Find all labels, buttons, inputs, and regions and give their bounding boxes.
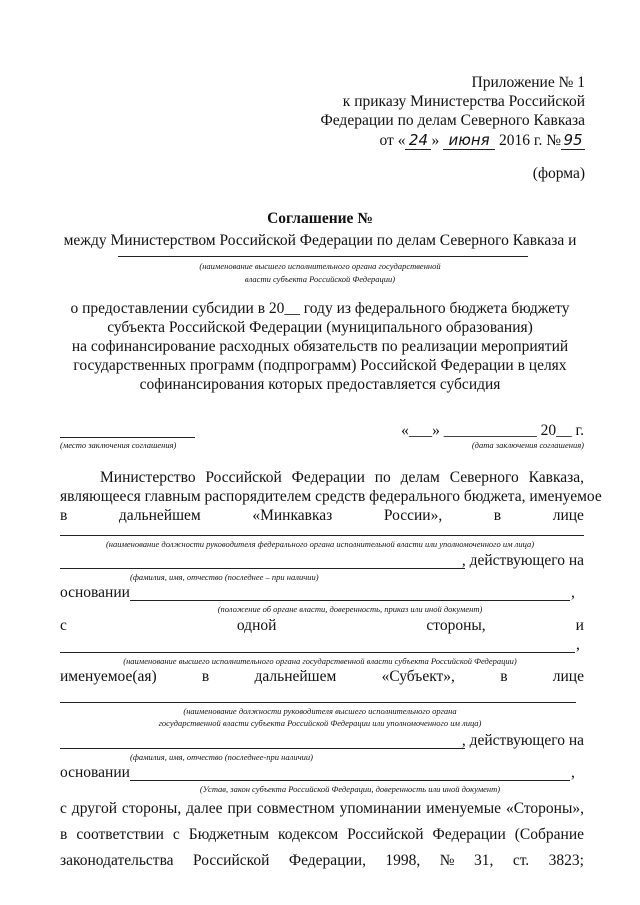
- word: 1998,: [385, 852, 421, 869]
- place-underline: [60, 437, 195, 438]
- word: ст.: [512, 852, 530, 869]
- word: 3823;: [548, 852, 584, 869]
- word: в: [493, 507, 502, 524]
- date-caption: (дата заключения соглашения): [471, 440, 584, 450]
- caption-head: (наименование должности руководителя федерального органа исполнительной власти или уполномоченного им лица): [105, 539, 535, 549]
- word: дальнейшем: [254, 668, 337, 685]
- appendix-line-2: к приказу Министерства Российской: [342, 93, 585, 110]
- last-line-1: с другой стороны, далее при совместном упоминании именуемые «Стороны»,: [60, 800, 584, 817]
- word: стороны,: [426, 617, 486, 634]
- basis2-comma: ,: [571, 764, 575, 781]
- word: в: [500, 668, 508, 685]
- date-mid: »: [431, 132, 440, 149]
- fio1-underline: [60, 568, 465, 569]
- between-line: между Министерством Российской Федерации по делам Северного Кавказа и: [63, 232, 577, 249]
- caption-subject-authority: (наименование высшего исполнительного органа государственной власти субъекта Российской Федерации): [123, 656, 517, 666]
- handwritten-number: 95: [561, 131, 585, 150]
- acting-1: , действующего на: [461, 552, 584, 569]
- word: и: [575, 617, 584, 634]
- subject-authority-comma: ,: [576, 636, 580, 653]
- subject-line-3: на софинансирование расходных обязательств по реализации мероприятий: [71, 338, 569, 355]
- word: №: [439, 852, 455, 869]
- word: «Минкавказ: [252, 507, 333, 524]
- caption-authority-2: власти субъекта Российской Федерации): [244, 274, 396, 284]
- handwritten-month: июня: [443, 131, 495, 150]
- caption-fio-2: (фамилия, имя, отчество (последнее-при наличии): [130, 752, 313, 762]
- word: Российской: [193, 852, 270, 869]
- authority-underline: [118, 256, 528, 257]
- word: дальнейшем: [118, 507, 201, 524]
- word: 31,: [473, 852, 494, 869]
- word: лице: [552, 668, 584, 685]
- head-underline: [60, 535, 584, 536]
- basis1-comma: ,: [571, 584, 575, 601]
- body-line-1: Министерство Российской Федерации по делам Северного Кавказа,: [100, 469, 584, 486]
- subject-line-1: о предоставлении субсидии в 20__ году из федерального бюджета бюджету: [70, 300, 570, 317]
- named-line: [60, 668, 584, 686]
- basis-2: основании: [60, 764, 130, 781]
- body-line-3: [60, 507, 584, 525]
- word: с: [60, 617, 67, 634]
- word: законодательства: [60, 852, 174, 869]
- agreement-title: Соглашение №: [267, 210, 373, 227]
- date-prefix: от «: [379, 132, 406, 149]
- appendix-date-line: [380, 131, 585, 150]
- basis2-underline: [130, 780, 570, 781]
- one-side-line: [60, 617, 584, 635]
- acting-2: , действующего на: [461, 732, 584, 749]
- word: «Субъект»,: [381, 668, 455, 685]
- caption-fio-1: (фамилия, имя, отчество (последнее – при наличии): [130, 572, 319, 582]
- caption-head2-1: (наименование должности руководителя высшего исполнительного органа: [183, 706, 457, 716]
- place-caption: (место заключения соглашения): [60, 440, 177, 450]
- word: Федерации,: [288, 852, 366, 869]
- form-label: (форма): [532, 165, 585, 182]
- caption-authority-1: (наименование высшего исполнительного органа государственной: [199, 261, 441, 271]
- fio2-underline: [60, 748, 465, 749]
- subject-line-2: субъекта Российской Федерации (муниципального образования): [107, 319, 533, 336]
- date-year: 2016 г. №: [498, 132, 561, 149]
- last-line-2: в соответствии с Бюджетным кодексом Российской Федерации (Собрание: [60, 826, 584, 843]
- subject-line-4: государственных программ (подпрограмм) Российской Федерации в целях: [73, 357, 567, 374]
- basis-1: основании: [60, 584, 130, 601]
- caption-basis-2: (Устав, закон субъекта Российской Федерации, доверенность или иной документ): [199, 784, 501, 794]
- subject-line-5: софинансирования которых предоставляется субсидия: [139, 376, 501, 393]
- word: лице: [552, 507, 584, 524]
- word: одной: [236, 617, 277, 634]
- date-fill: «___» ____________ 20__ г.: [401, 422, 584, 439]
- word: в: [201, 668, 210, 685]
- word: именуемое(ая): [60, 668, 157, 685]
- appendix-line-3: Федерации по делам Северного Кавказа: [320, 112, 585, 129]
- caption-head2-2: государственной власти субъекта Российской Федерации или уполномоченного им лица): [158, 718, 482, 728]
- word: России»,: [383, 507, 443, 524]
- appendix-line-1: Приложение № 1: [471, 74, 585, 91]
- last-line-3: [60, 852, 584, 870]
- caption-basis-1: (положение об органе власти, доверенность, приказ или иной документ): [217, 604, 483, 614]
- subject-authority-underline: [60, 652, 575, 653]
- basis1-underline: [130, 600, 570, 601]
- handwritten-day: 24: [405, 131, 431, 150]
- head2-underline: [60, 702, 576, 703]
- body-line-2: являющееся главным распорядителем средств федерального бюджета, именуемое: [60, 488, 602, 505]
- word: в: [60, 507, 68, 524]
